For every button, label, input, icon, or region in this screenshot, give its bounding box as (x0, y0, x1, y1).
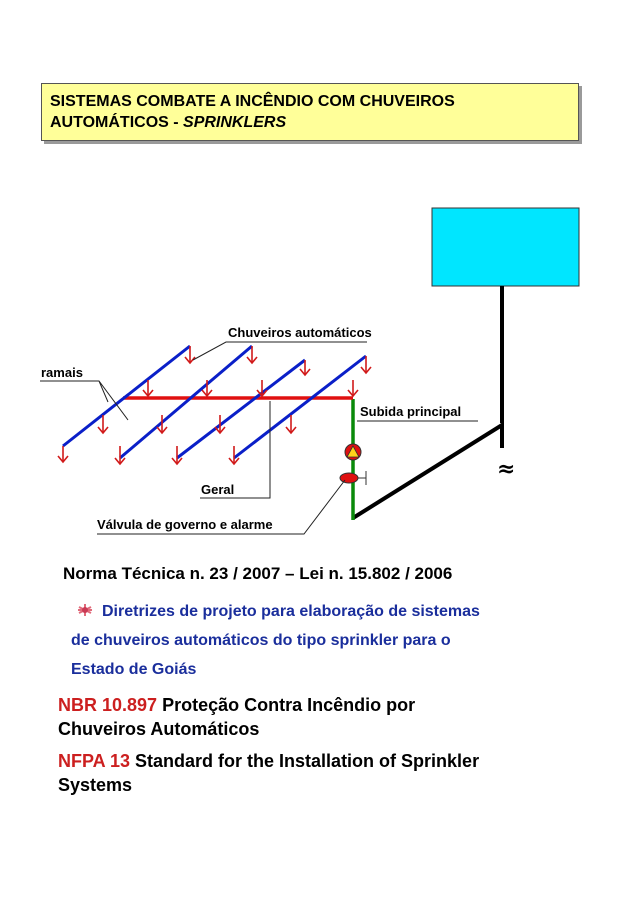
diretrizes-line-2: de chuveiros automáticos do tipo sprinkler para o (71, 632, 451, 649)
title-line-2 (50, 112, 570, 133)
diretrizes-line-3: Estado de Goiás (71, 661, 197, 678)
sprinkler-head (58, 446, 68, 462)
sprinkler-system-diagram (0, 190, 638, 535)
sprinkler-heads (58, 346, 371, 464)
diretrizes-line-1: Diretrizes de projeto para elaboração de sistemas (71, 597, 591, 626)
leader-ramais (40, 381, 128, 420)
title-box (41, 83, 579, 141)
nbr-code: NBR 10.897 (58, 695, 158, 715)
branch-line-1 (63, 346, 190, 446)
nfpa-text-2: Systems (58, 775, 133, 795)
branch-line-2 (120, 346, 252, 458)
branch-line-4 (234, 356, 366, 458)
title-line-1: SISTEMAS COMBATE A INCÊNDIO COM CHUVEIROS (50, 93, 455, 110)
pipe-break-symbol: ≈ (497, 456, 516, 482)
burst-bullet-icon (76, 603, 94, 617)
branch-line-3 (177, 360, 305, 458)
label-geral: Geral (201, 482, 235, 497)
diretrizes-block (71, 597, 591, 684)
label-subida: Subida principal (360, 404, 462, 419)
label-ramais: ramais (41, 365, 83, 380)
nbr-reference (58, 693, 598, 741)
supply-pipe-lower (353, 425, 502, 518)
water-tank (432, 208, 579, 286)
nbr-text-2: Chuveiros Automáticos (58, 719, 260, 739)
control-valve (340, 471, 366, 485)
title-line-2-italic: SPRINKLERS (183, 114, 287, 131)
norma-tecnica: Norma Técnica n. 23 / 2007 – Lei n. 15.802 / 2006 (63, 564, 453, 583)
leader-chuveiros (193, 342, 367, 360)
nbr-text-1: Proteção Contra Incêndio por (157, 695, 416, 715)
branch-lines (63, 346, 366, 458)
title-line-2-prefix: AUTOMÁTICOS - (50, 114, 184, 131)
nfpa-code: NFPA 13 (58, 751, 131, 771)
nfpa-reference (58, 749, 598, 797)
sprinkler-head (348, 380, 358, 396)
alarm-valve (345, 444, 361, 460)
sprinkler-head (257, 380, 267, 396)
label-valvula: Válvula de governo e alarme (97, 517, 273, 532)
nfpa-text-1: Standard for the Installation of Sprinkler (130, 751, 480, 771)
label-chuveiros: Chuveiros automáticos (228, 325, 372, 340)
